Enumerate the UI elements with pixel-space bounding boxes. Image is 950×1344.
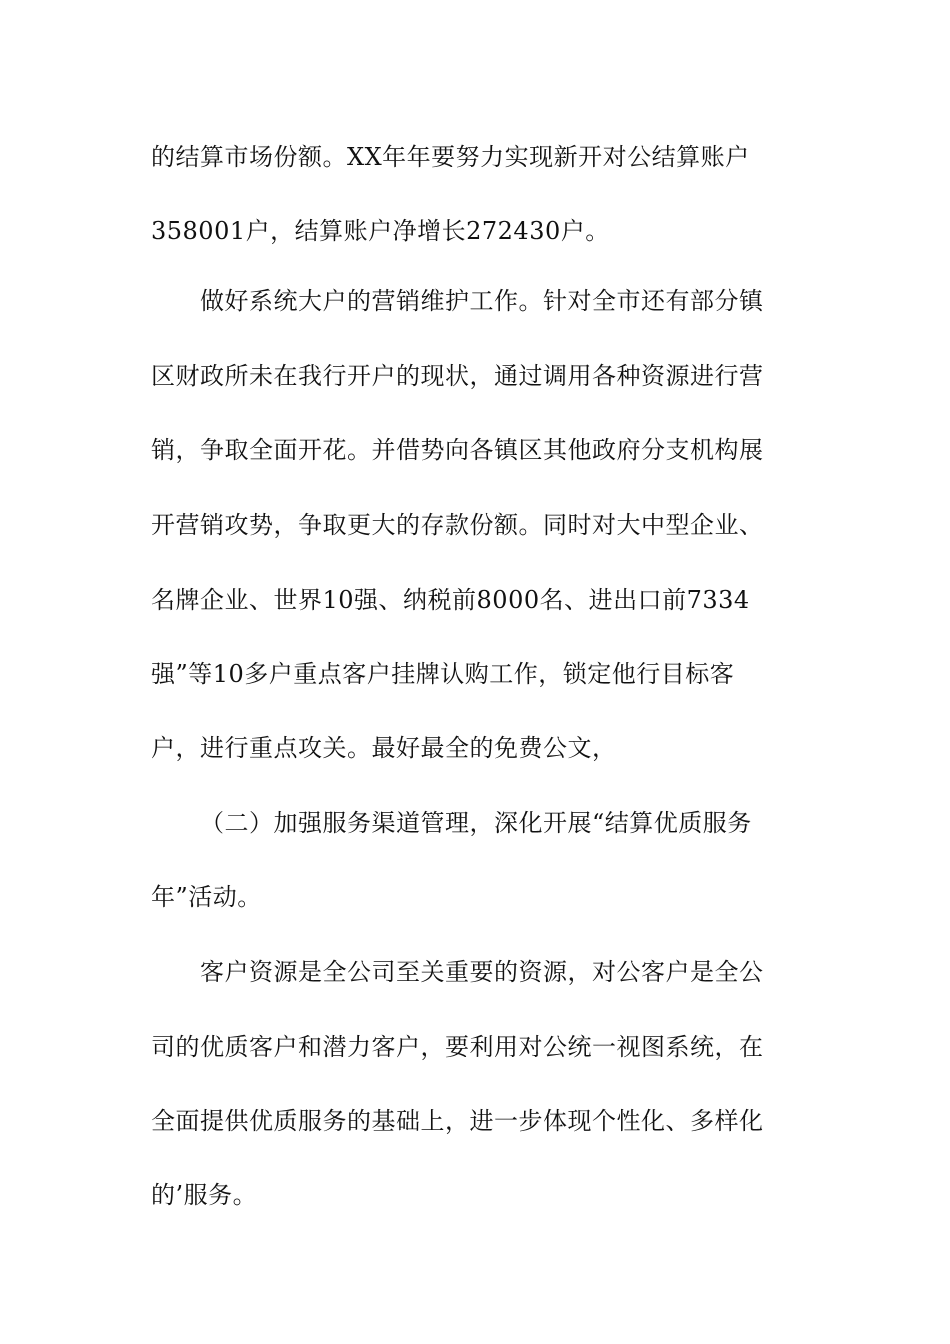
paragraph-2-line-2: 区财政所未在我行开户的现状，通过调用各种资源进行营: [151, 362, 764, 390]
paragraph-2-line-4: 开营销攻势，争取更大的存款份额。同时对大中型企业、: [151, 511, 764, 539]
paragraph-3-line-1: （二）加强服务渠道管理，深化开展“结算优质服务: [200, 809, 752, 837]
paragraph-4-line-4: 的’服务。: [151, 1181, 258, 1209]
paragraph-2-line-7: 户，进行重点攻关。最好最全的免费公文，: [151, 734, 617, 762]
paragraph-3-line-2: 年”活动。: [151, 883, 262, 911]
paragraph-4-line-1: 客户资源是全公司至关重要的资源，对公客户是全公: [200, 958, 764, 986]
paragraph-4-line-3: 全面提供优质服务的基础上，进一步体现个性化、多样化: [151, 1107, 764, 1135]
paragraph-1-line-2: 358001户，结算账户净增长272430户。: [151, 217, 610, 245]
paragraph-2-line-6: 强”等10多户重点客户挂牌认购工作，锁定他行目标客: [151, 660, 735, 688]
paragraph-2-line-1: 做好系统大户的营销维护工作。针对全市还有部分镇: [200, 287, 764, 315]
paragraph-1-line-1: 的结算市场份额。XX年年要努力实现新开对公结算账户: [151, 143, 750, 171]
paragraph-2-line-3: 销，争取全面开花。并借势向各镇区其他政府分支机构展: [151, 436, 764, 464]
paragraph-2-line-5: 名牌企业、世界10强、纳税前8000名、进出口前7334: [151, 586, 750, 614]
paragraph-4-line-2: 司的优质客户和潜力客户，要利用对公统一视图系统，在: [151, 1033, 764, 1061]
